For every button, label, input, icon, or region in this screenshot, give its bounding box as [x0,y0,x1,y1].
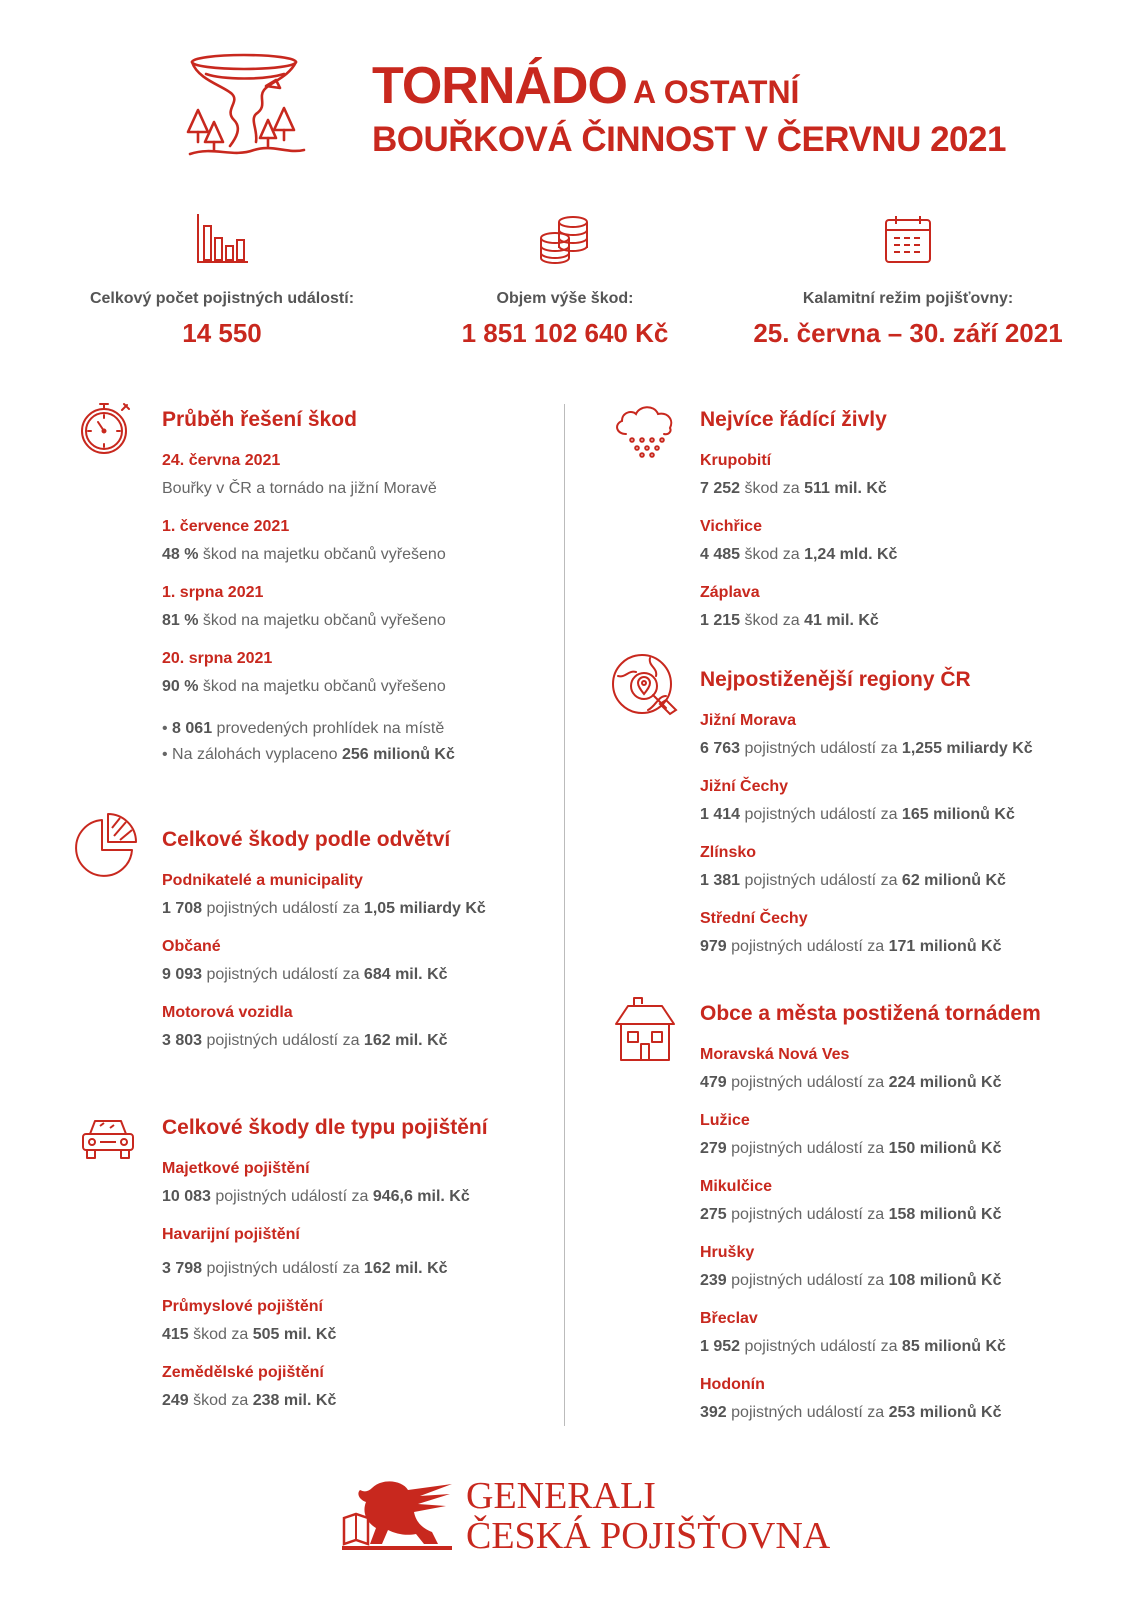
town-name: Lužice [700,1112,750,1129]
timeline-text: 90 % škod na majetku občanů vyřešeno [162,678,446,695]
calendar-icon [880,212,936,268]
sector-name: Občané [162,938,221,955]
region-name: Střední Čechy [700,910,808,927]
section-title: Celkové škody podle odvětví [162,828,451,851]
town-value: 1 952 pojistných událostí za 85 milionů Kč [700,1338,1006,1355]
stat-label: Objem výše škod: [496,290,634,307]
region-name: Jižní Morava [700,712,797,729]
sector-value: 9 093 pojistných událostí za 684 mil. Kč [162,966,448,983]
town-name: Hodonín [700,1376,765,1393]
section-insurance-types [162,1116,488,1410]
town-value: 392 pojistných událostí za 253 milionů Kč [700,1404,1002,1421]
town-name: Břeclav [700,1310,758,1327]
section-title: Nejvíce řádící živly [700,408,887,431]
region-name: Zlínsko [700,844,757,861]
bullet-inspections: • 8 061 provedených prohlídek na místě [162,720,445,737]
region-name: Jižní Čechy [700,778,789,795]
section-title: Celkové škody dle typu pojištění [162,1116,488,1139]
insurance-name: Zemědělské pojištění [162,1364,324,1381]
section-title: Průběh řešení škod [162,408,357,431]
section-title: Obce a města postižená tornádem [700,1002,1041,1025]
element-value: 7 252 škod za 511 mil. Kč [700,480,887,497]
element-value: 4 485 škod za 1,24 mld. Kč [700,546,898,563]
insurance-name: Majetkové pojištění [162,1160,310,1177]
page-title [372,56,799,116]
stat-value: 1 851 102 640 Kč [461,318,669,348]
bar-chart-icon [194,212,250,268]
insurance-name: Havarijní pojištění [162,1226,300,1243]
car-icon [80,1116,136,1162]
sector-value: 1 708 pojistných událostí za 1,05 miliardy Kč [162,900,486,917]
town-value: 279 pojistných událostí za 150 milionů Kč [700,1140,1002,1157]
stat-label: Celkový počet pojistných událostí: [89,290,355,307]
section-sectors [162,828,486,1050]
stat-value: 14 550 [182,318,262,348]
region-value: 979 pojistných událostí za 171 milionů Kč [700,938,1002,955]
column-divider [564,404,565,1426]
title-big: TORNÁDO [372,57,627,115]
timeline-text: 81 % škod na majetku občanů vyřešeno [162,612,446,629]
section-regions [700,668,1033,956]
pie-chart-icon [70,812,140,882]
logo-line1: GENERALI [466,1475,656,1517]
insurance-value: 249 škod za 238 mil. Kč [162,1392,337,1409]
page-subtitle: BOUŘKOVÁ ČINNOST V ČERVNU 2021 [372,120,1006,159]
lion-logo-icon [342,1478,458,1550]
timeline-date: 1. srpna 2021 [162,584,264,601]
town-value: 239 pojistných událostí za 108 milionů Kč [700,1272,1002,1289]
timeline-text: 48 % škod na majetku občanů vyřešeno [162,546,446,563]
region-value: 1 381 pojistných událostí za 62 milionů Kč [700,872,1006,889]
insurance-name: Průmyslové pojištění [162,1298,323,1315]
town-value: 275 pojistných událostí za 158 milionů Kč [700,1206,1002,1223]
town-name: Mikulčice [700,1178,773,1195]
insurance-value: 3 798 pojistných událostí za 162 mil. Kč [162,1260,448,1277]
section-towns [700,1002,1041,1422]
section-elements [700,408,897,630]
region-value: 1 414 pojistných událostí za 165 milionů Kč [700,806,1015,823]
section-claims-progress [162,408,455,764]
timeline-date: 1. července 2021 [162,518,290,535]
stopwatch-icon [78,398,136,458]
element-name: Krupobití [700,452,772,469]
stat-value: 25. června – 30. září 2021 [753,318,1063,348]
element-value: 1 215 škod za 41 mil. Kč [700,612,879,629]
element-name: Vichřice [700,518,762,535]
sector-value: 3 803 pojistných událostí za 162 mil. Kč [162,1032,448,1049]
logo-line2: ČESKÁ POJIŠŤOVNA [466,1515,831,1557]
region-value: 6 763 pojistných událostí za 1,255 miliardy Kč [700,740,1033,757]
timeline-date: 24. června 2021 [162,452,281,469]
town-name: Moravská Nová Ves [700,1046,850,1063]
hail-cloud-icon [612,402,678,458]
insurance-value: 10 083 pojistných událostí za 946,6 mil. Kč [162,1188,470,1205]
timeline-text: Bouřky v ČR a tornádo na jižní Moravě [162,480,437,497]
element-name: Záplava [700,584,760,601]
section-title: Nejpostiženější regiony ČR [700,668,971,691]
town-name: Hrušky [700,1244,755,1261]
coins-icon [537,212,593,268]
insurance-value: 415 škod za 505 mil. Kč [162,1326,337,1343]
sector-name: Podnikatelé a municipality [162,872,363,889]
bullet-advances: • Na zálohách vyplaceno 256 milionů Kč [162,746,455,763]
house-icon [614,994,676,1062]
sector-name: Motorová vozidla [162,1004,293,1021]
map-search-icon [610,652,682,724]
town-value: 479 pojistných událostí za 224 milionů Kč [700,1074,1002,1091]
tornado-icon [184,50,310,162]
title-small: A OSTATNÍ [632,74,800,110]
stat-label: Kalamitní režim pojišťovny: [802,290,1014,307]
timeline-date: 20. srpna 2021 [162,650,273,667]
